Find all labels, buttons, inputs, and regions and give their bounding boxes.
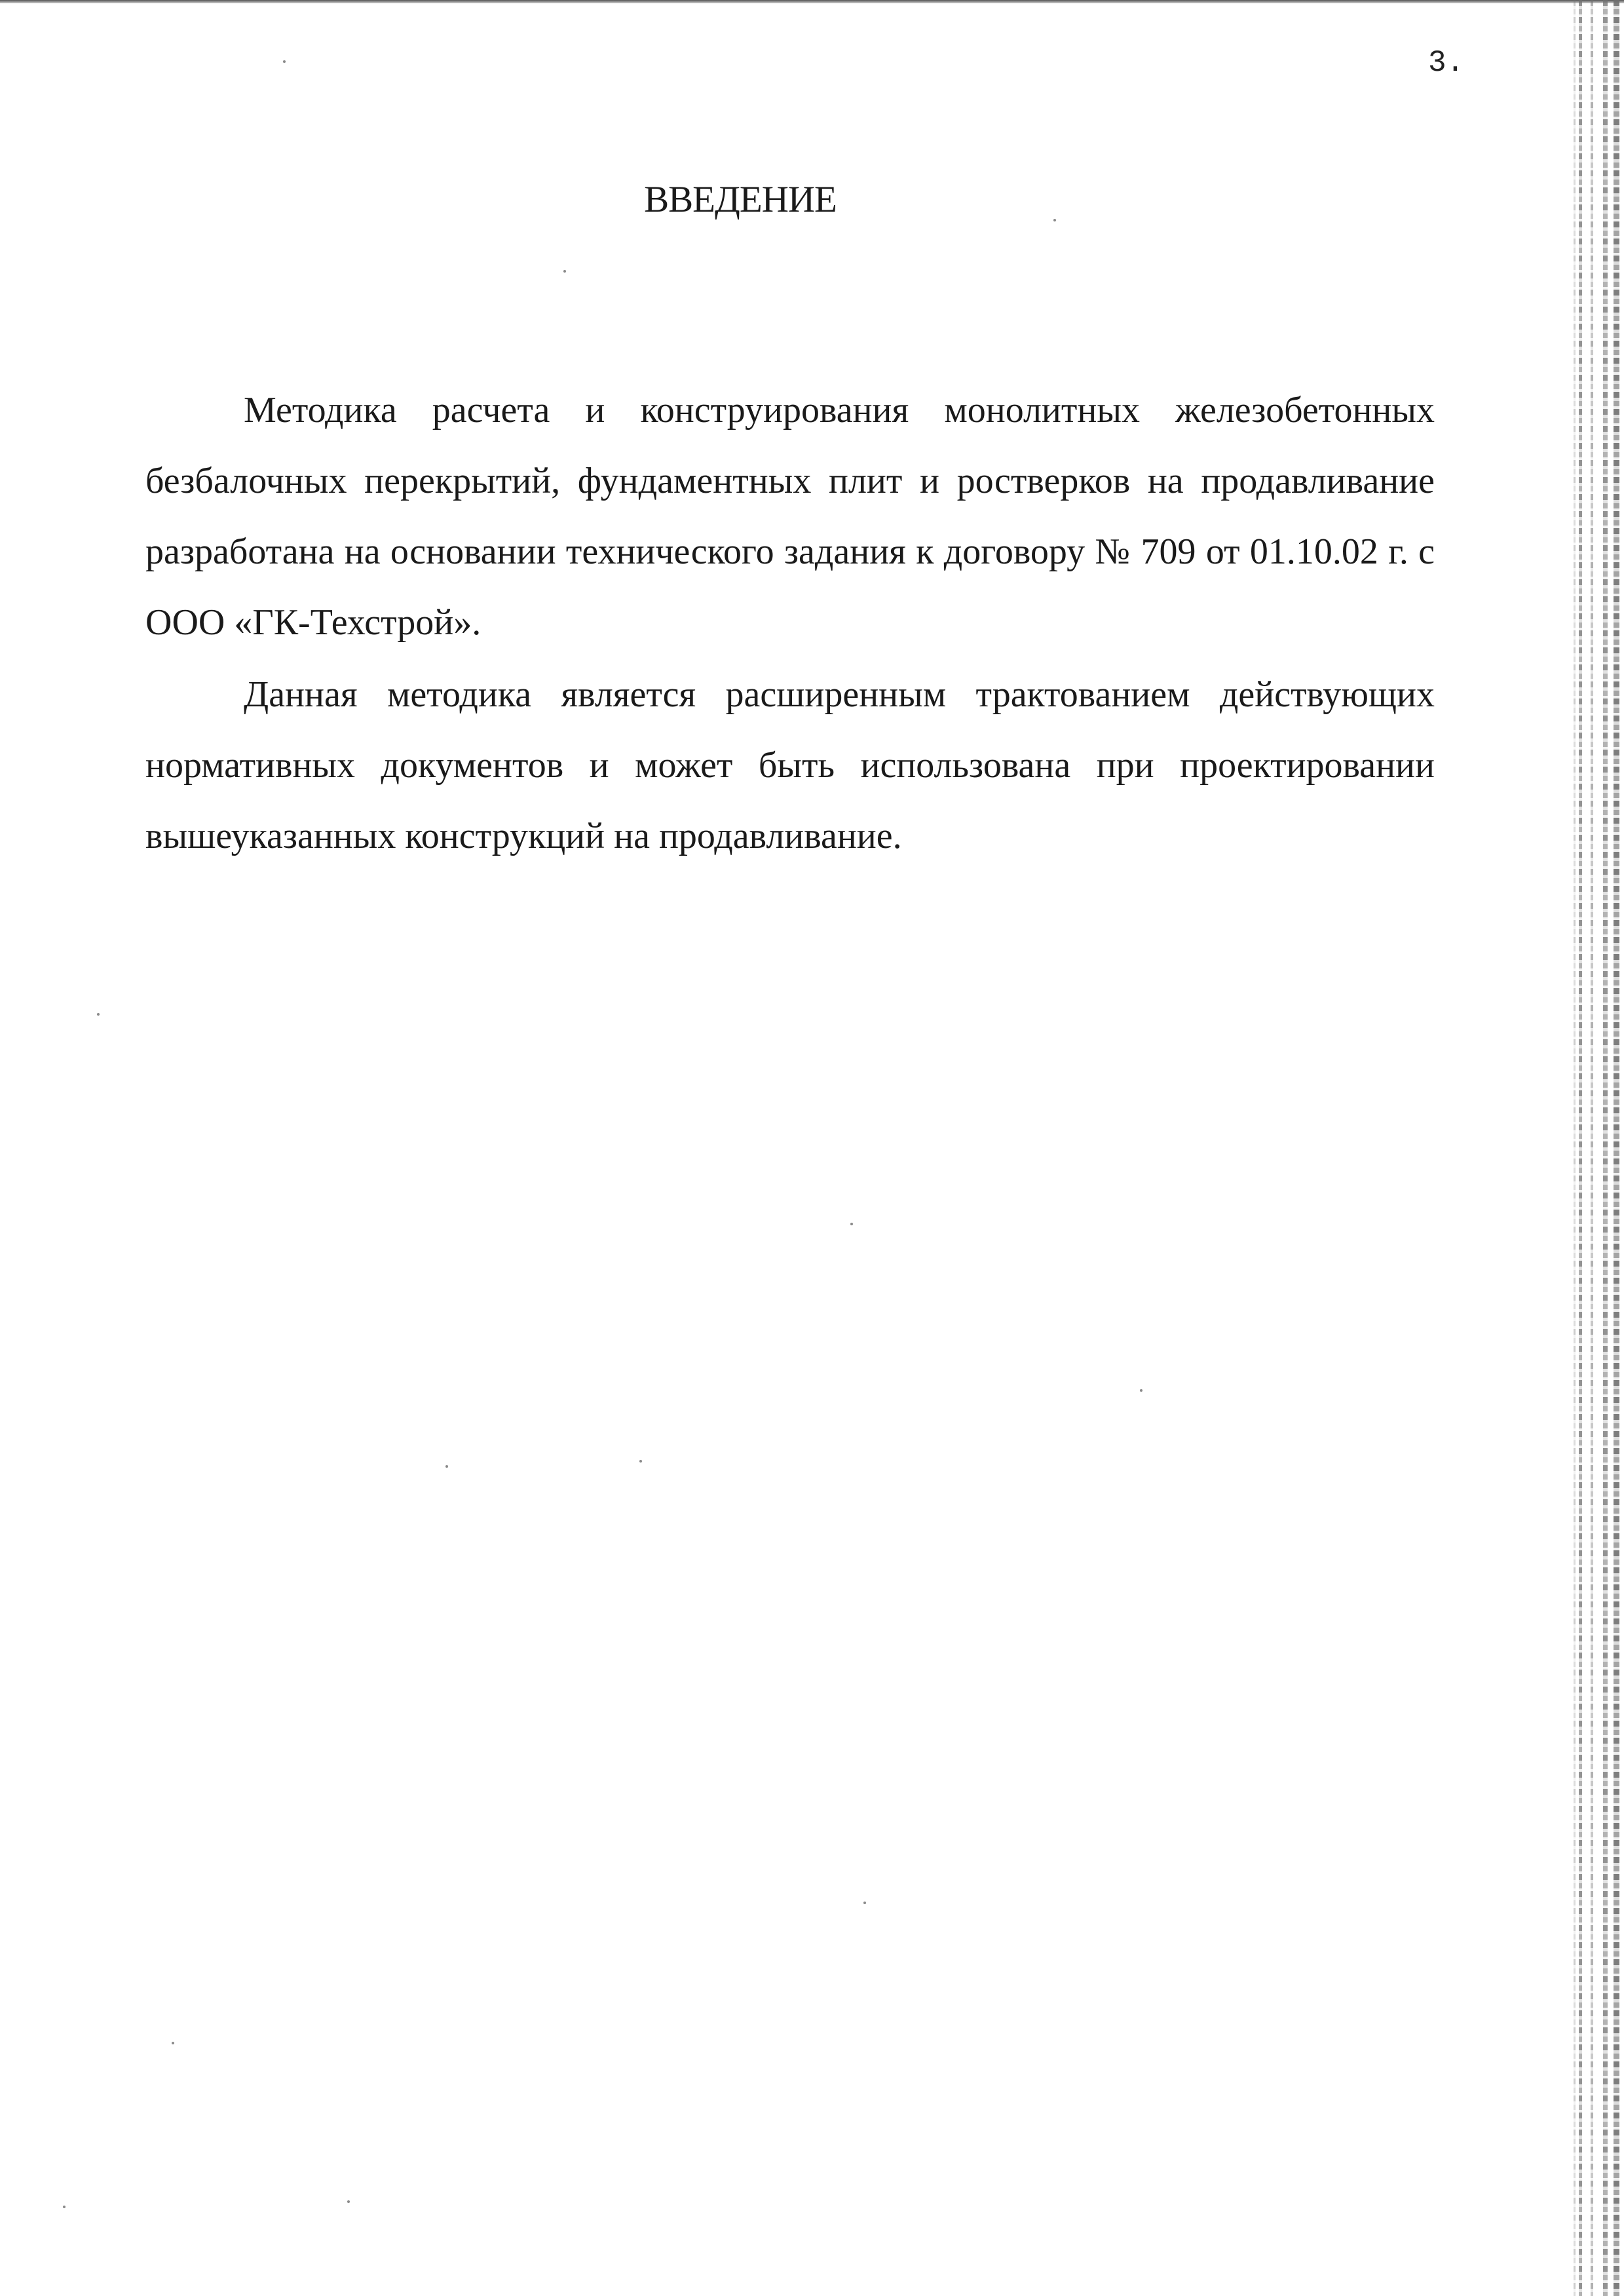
body-paragraph — [145, 375, 1435, 658]
scan-speck — [97, 1013, 100, 1016]
scan-speck — [172, 2042, 174, 2044]
paragraph-text: Методика расчета и конструирования монолитных железобетонных безбалочных перекрытий, фундаментных плит и ростверков на продавливание разработана на основании технического задания к договору № 709 от 01.10.02 г. с ООО «ГК-Техстрой». — [145, 390, 1435, 643]
scan-right-edge — [1603, 0, 1608, 2296]
scan-speck — [283, 60, 286, 63]
page-title: ВВЕДЕНИЕ — [644, 179, 837, 220]
scan-speck — [563, 270, 566, 273]
scan-right-edge — [1591, 0, 1593, 2296]
scan-speck — [863, 1902, 866, 1904]
scan-speck — [347, 2200, 350, 2203]
scan-speck — [850, 1223, 853, 1225]
body-paragraph — [145, 659, 1435, 871]
scan-speck — [445, 1465, 448, 1468]
scan-right-edge — [1574, 0, 1576, 2296]
scan-speck — [1140, 1389, 1142, 1392]
scan-right-edge — [1614, 0, 1619, 2296]
scan-speck — [63, 2206, 66, 2208]
scan-speck — [639, 1460, 642, 1463]
scan-top-edge — [0, 0, 1624, 3]
scan-right-edge — [1579, 0, 1582, 2296]
page-number: 3. — [1428, 46, 1465, 80]
paragraph-text: Данная методика является расширенным трактованием действующих нормативных документов и может быть использована при проектировании вышеуказанных конструкций на продавливание. — [145, 674, 1435, 856]
